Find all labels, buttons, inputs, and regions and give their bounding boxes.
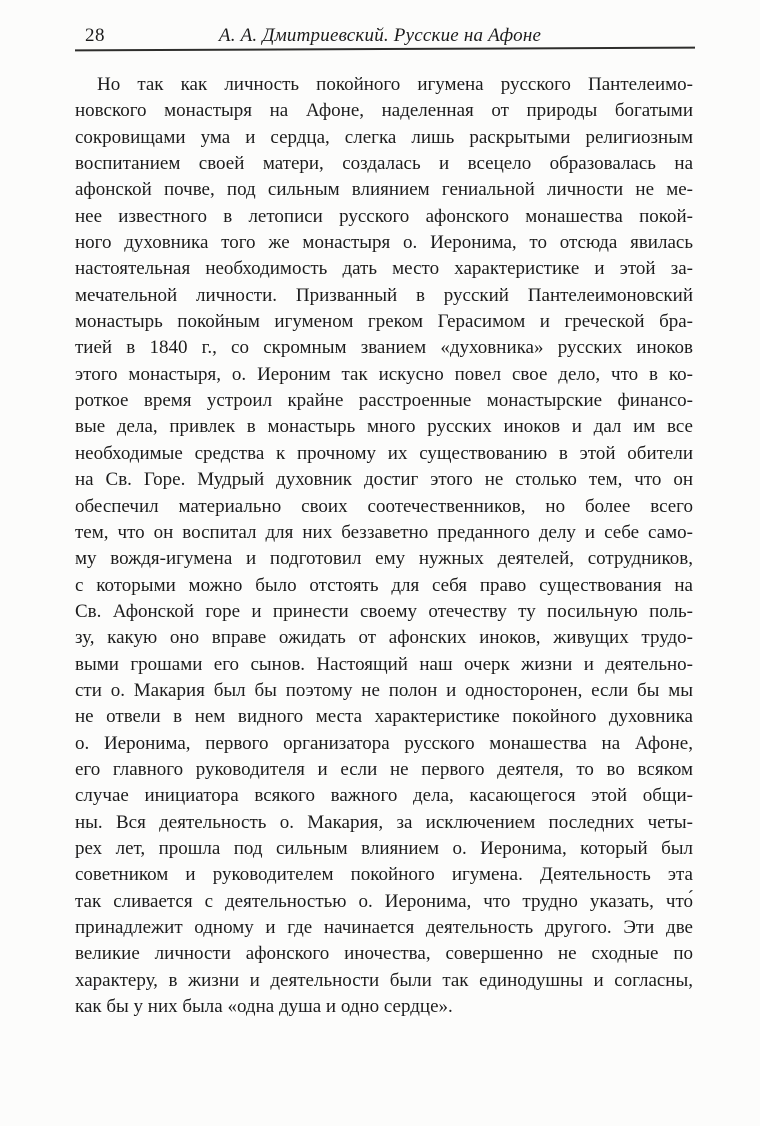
text-line: его главного руководителя и если не первого деятеля, то во всяком xyxy=(75,758,693,780)
text-line: необходимые средства к прочному их существованию в этой обители xyxy=(75,442,693,464)
text-line: афонской почве, под сильным влиянием гениальной личности не ме- xyxy=(75,179,693,201)
text-line: обеспечил материально своих соотечественников, но более всего xyxy=(75,495,693,517)
text-line: новского монастыря на Афоне, наделенная от природы богатыми xyxy=(75,100,693,122)
text-line: монастырь покойным игуменом греком Герасимом и греческой бра- xyxy=(75,311,693,333)
text-line: роткое время устроил крайне расстроенные монастырские финансо- xyxy=(75,390,693,412)
text-line: Св. Афонской горе и принести своему отечеству ту посильную поль- xyxy=(75,600,693,622)
text-line: с которыми можно было отстоять для себя право существования на xyxy=(75,574,693,596)
text-line: воспитанием своей матери, создалась и всецело образовалась на xyxy=(75,153,693,175)
text-line: как бы у них была «одна душа и одно сердце». xyxy=(75,996,453,1018)
text-line: настоятельная необходимость дать место характеристике и этой за- xyxy=(75,258,693,280)
text-line: сокровищами ума и сердца, слегка лишь раскрытыми религиозным xyxy=(75,126,693,148)
text-line: на Св. Горе. Мудрый духовник достиг этого не столько тем, что он xyxy=(75,469,693,491)
text-line: сти о. Макария был бы поэтому не полон и односторонен, если бы мы xyxy=(75,679,693,701)
text-line: о. Иеронима, первого организатора русского монашества на Афоне, xyxy=(75,732,693,754)
text-line: вые дела, привлек в монастырь много русских иноков и дал им все xyxy=(75,416,693,438)
text-line: этого монастыря, о. Иероним так искусно повел свое дело, что в ко- xyxy=(75,363,693,385)
text-line: выми грошами его сынов. Настоящий наш очерк жизни и деятельно- xyxy=(75,653,693,675)
running-title: А. А. Дмитриевский. Русские на Афоне xyxy=(218,25,542,46)
page-number: 28 xyxy=(85,25,105,46)
text-line: тем, что он воспитал для них беззаветно преданного делу и себе само- xyxy=(75,521,693,543)
text-line: ны. Вся деятельность о. Макария, за исключением последних четы- xyxy=(75,811,693,833)
text-line: зу, какую оно вправе ожидать от афонских иноков, живущих трудо- xyxy=(75,627,693,649)
text-line: нее известного в летописи русского афонского монашества покой- xyxy=(75,205,693,227)
text-line: рех лет, прошла под сильным влиянием о. Иеронима, который был xyxy=(75,837,693,859)
text-line: великие личности афонского иночества, совершенно не сходные по xyxy=(75,943,693,965)
text-line: случае инициатора всякого важного дела, касающегося этой общи- xyxy=(75,785,693,807)
text-line: советником и руководителем покойного игумена. Деятельность эта xyxy=(75,864,693,886)
text-line: тией в 1840 г., со скромным званием «духовника» русских иноков xyxy=(75,337,693,359)
text-line: не отвели в нем видного места характеристике покойного духовника xyxy=(75,706,693,728)
body-text xyxy=(75,72,693,1020)
running-header xyxy=(0,25,760,49)
text-line: му вождя-игумена и подготовил ему нужных деятелей, сотрудников, xyxy=(75,548,693,570)
text-line: характеру, в жизни и деятельности были так единодушны и согласны, xyxy=(75,969,693,991)
text-line: мечательной личности. Призванный в русский Пантелеимоновский xyxy=(75,284,693,306)
text-line: принадлежит одному и где начинается деятельность другого. Эти две xyxy=(75,917,693,938)
text-line: Но так как личность покойного игумена русского Пантелеимо- xyxy=(97,74,693,95)
text-line: ного духовника того же монастыря о. Иеронима, то отсюда явилась xyxy=(75,232,693,254)
text-line: так сливается с деятельностью о. Иеронима, что трудно указать, что́ xyxy=(75,890,693,912)
